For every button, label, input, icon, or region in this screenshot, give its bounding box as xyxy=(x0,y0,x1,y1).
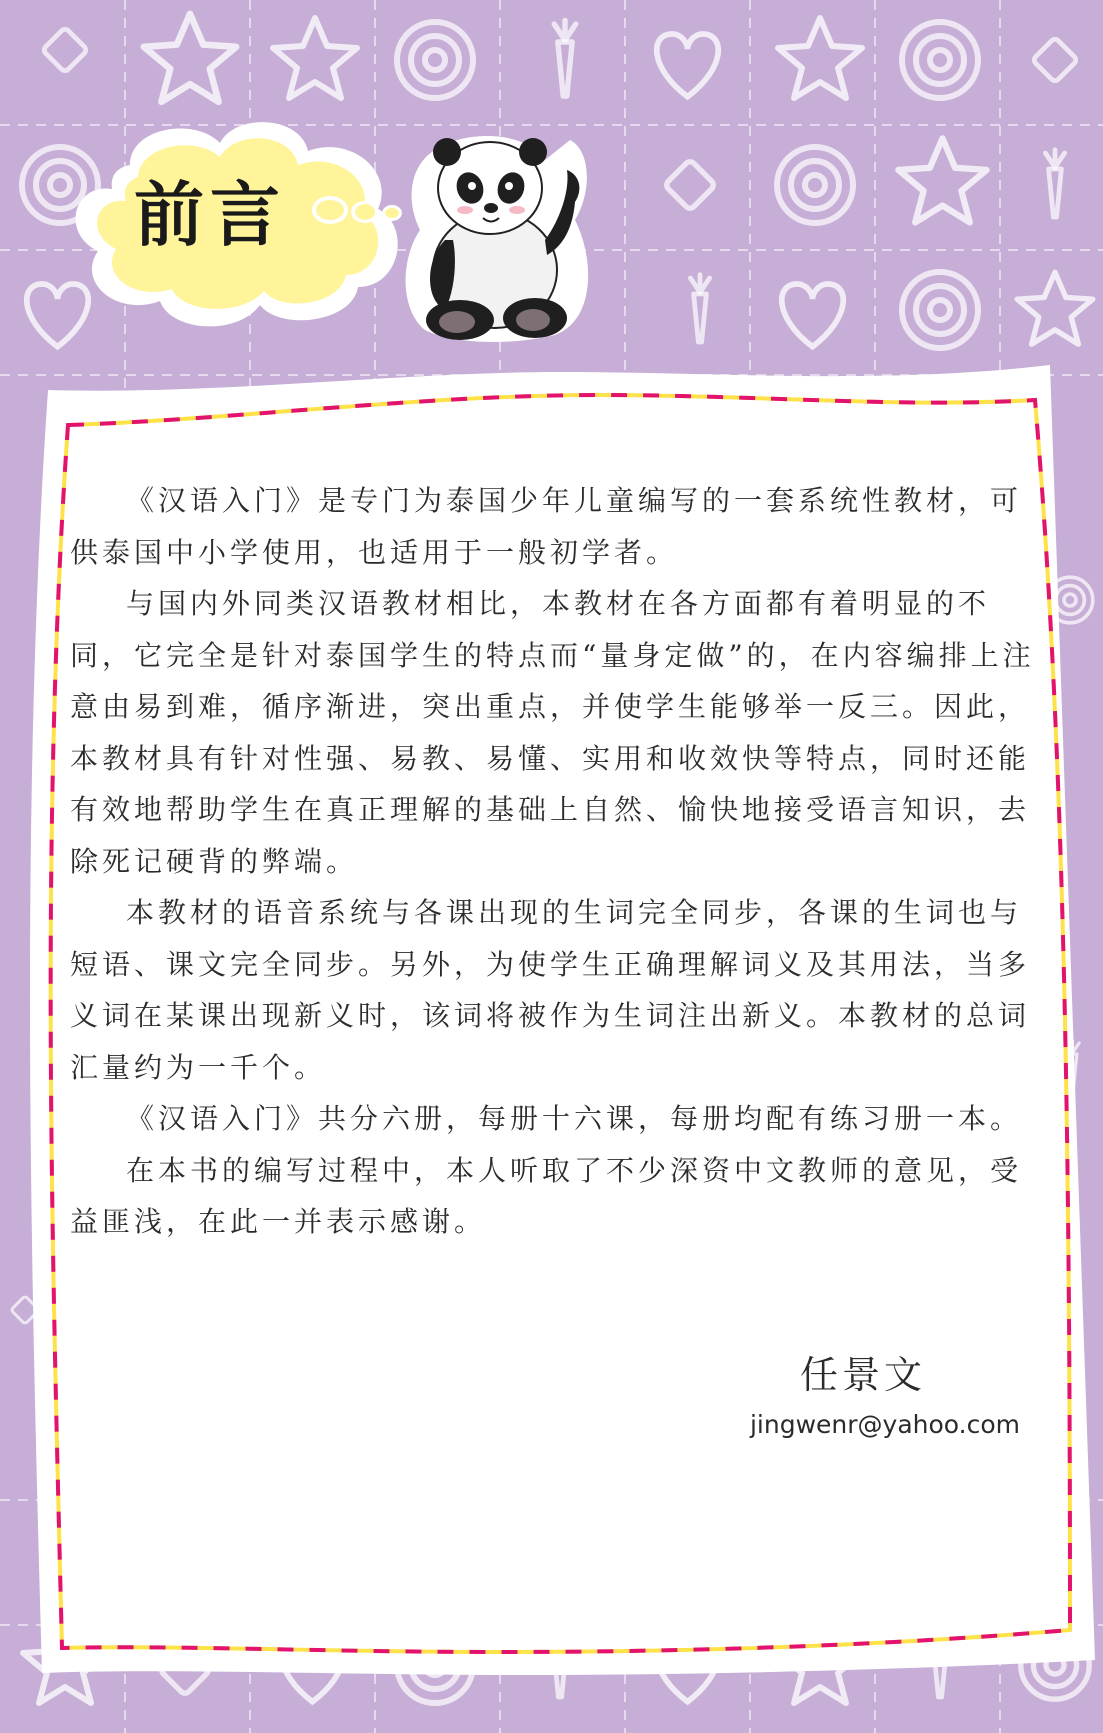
author-email: jingwenr@yahoo.com xyxy=(749,1410,1020,1439)
author-name: 任景文 xyxy=(800,1353,927,1397)
paragraph: 《汉语入门》共分六册，每册十六课，每册均配有练习册一本。 xyxy=(126,1102,1023,1135)
preface-body xyxy=(70,475,1040,1248)
paragraph: 《汉语入门》是专门为泰国少年儿童编写的一套系统性教材，可供泰国中小学使用，也适用于一般初学者。 xyxy=(70,484,1023,569)
paragraph: 在本书的编写过程中，本人听取了不少深资中文教师的意见，受益匪浅，在此一并表示感谢。 xyxy=(70,1153,1023,1238)
paragraph: 本教材的语音系统与各课出现的生词完全同步，各课的生词也与短语、课文完全同步。另外，为使学生正确理解词义及其用法，当多义词在某课出现新义时，该词将被作为生词注出新义。本教材的总词汇量约为一千个。 xyxy=(70,896,1031,1084)
page-title: 前言 xyxy=(134,174,286,256)
paragraph: 与国内外同类汉语教材相比，本教材在各方面都有着明显的不同，它完全是针对泰国学生的特点而“量身定做”的，在内容编排上注意由易到难，循序渐进，突出重点，并使学生能够举一反三。因此，本教材具有针对性强、易教、易懂、实用和收效快等特点，同时还能有效地帮助学生在真正理解的基础上自然、愉快地接受语言知识，去除死记硬背的弊端。 xyxy=(70,587,1035,878)
